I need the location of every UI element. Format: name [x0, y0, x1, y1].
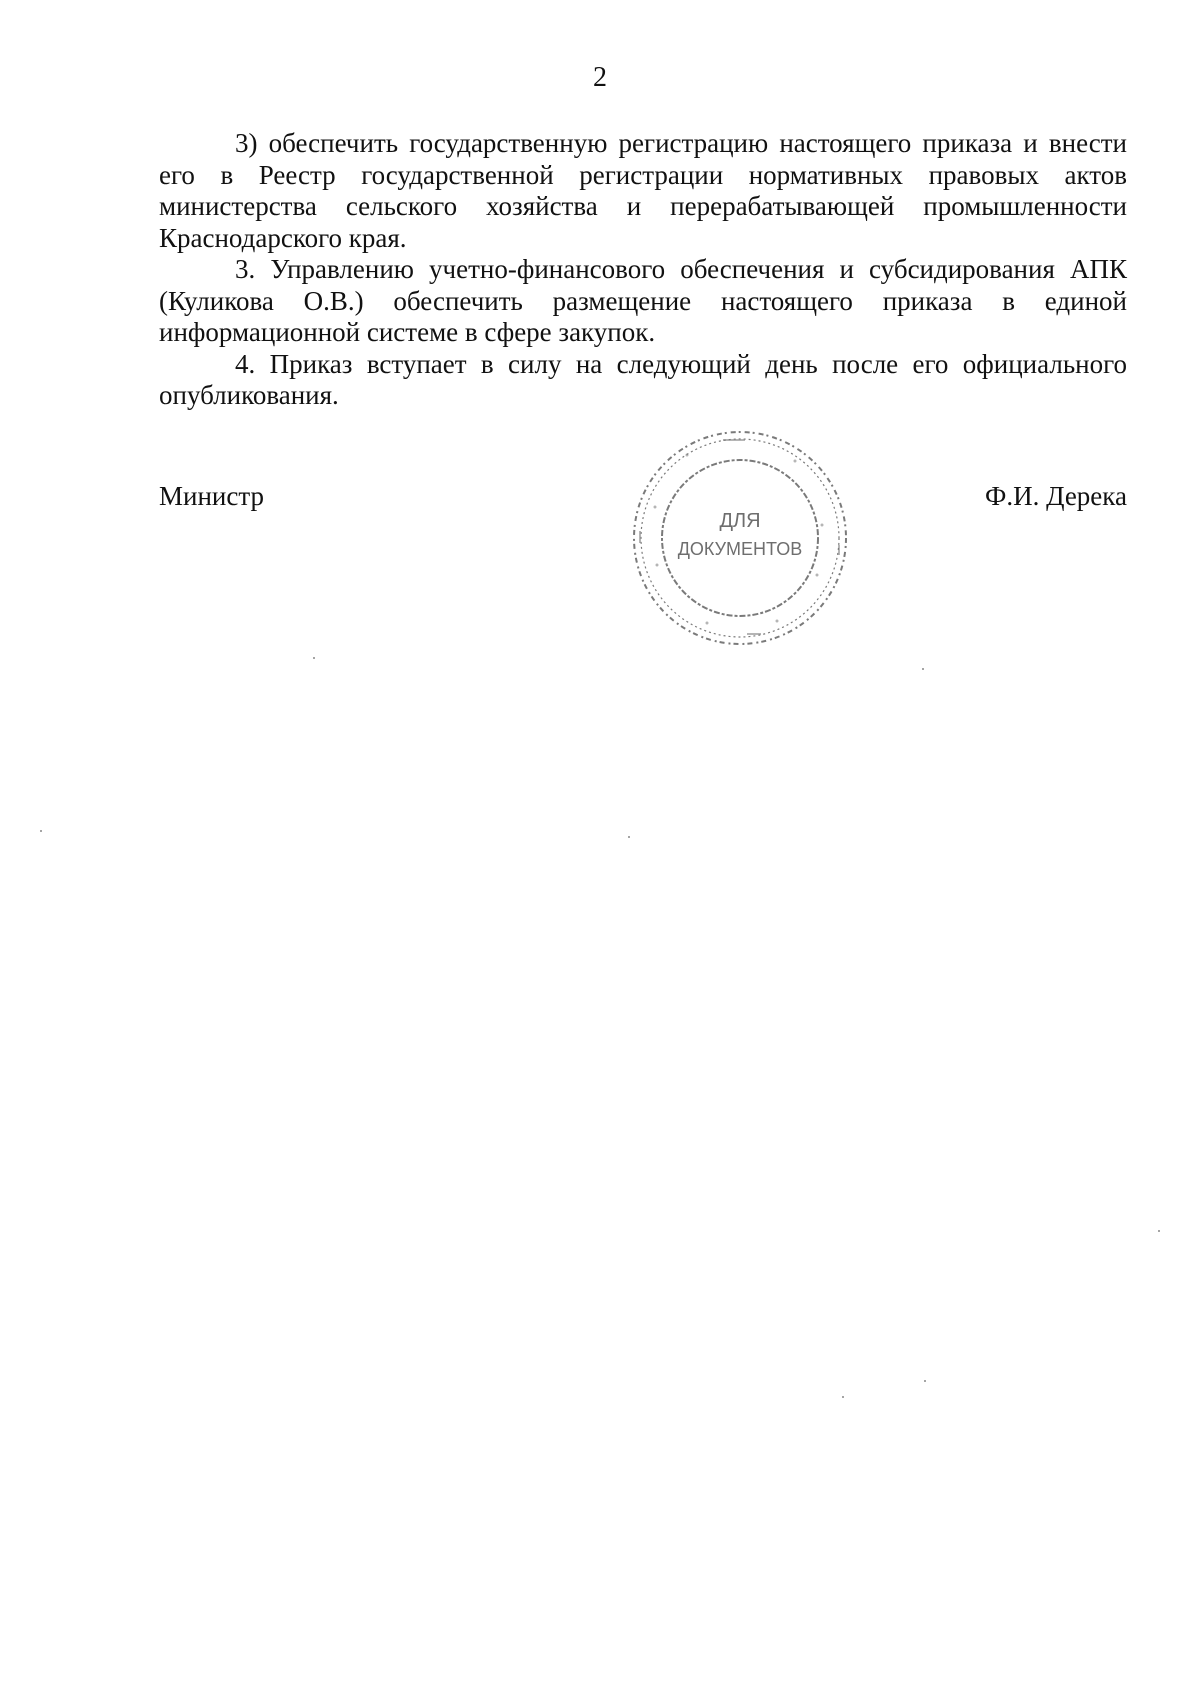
signatory-name: Ф.И. Дерека — [985, 481, 1127, 511]
page-number: 2 — [593, 62, 607, 93]
scan-speck — [922, 668, 924, 670]
scan-speck — [924, 1380, 926, 1382]
scan-speck — [313, 657, 315, 659]
stamp-text-line-2: ДОКУМЕНТОВ — [677, 539, 803, 559]
scan-speck — [1158, 1230, 1160, 1232]
paragraph-procurement-publication: 3. Управлению учетно-финансового обеспечения и субсидирования АПК (Куликова О.В.) обеспечить размещение настоящего приказа в единой информационной системе в сфере закупок. — [159, 254, 1127, 347]
scan-speck — [40, 830, 42, 832]
scan-speck — [628, 836, 630, 838]
stamp-inner-ring — [662, 460, 818, 616]
paragraph-effective-date: 4. Приказ вступает в силу на следующий день после его официального опубликования. — [159, 348, 1127, 410]
signatory-position: Министр — [159, 481, 264, 511]
stamp-text-line-1: ДЛЯ — [719, 510, 761, 532]
stamp-middle-ring — [641, 439, 839, 637]
official-seal-stamp — [627, 425, 853, 651]
stamp-outer-ring — [634, 432, 846, 644]
paragraph-registration: 3) обеспечить государственную регистрацию настоящего приказа и внести его в Реестр государственной регистрации нормативных правовых актов министерства сельского хозяйства и перерабатывающей промышленности Краснодарского края. — [159, 128, 1127, 253]
scan-speck — [842, 1396, 844, 1398]
document-body — [159, 128, 1127, 412]
